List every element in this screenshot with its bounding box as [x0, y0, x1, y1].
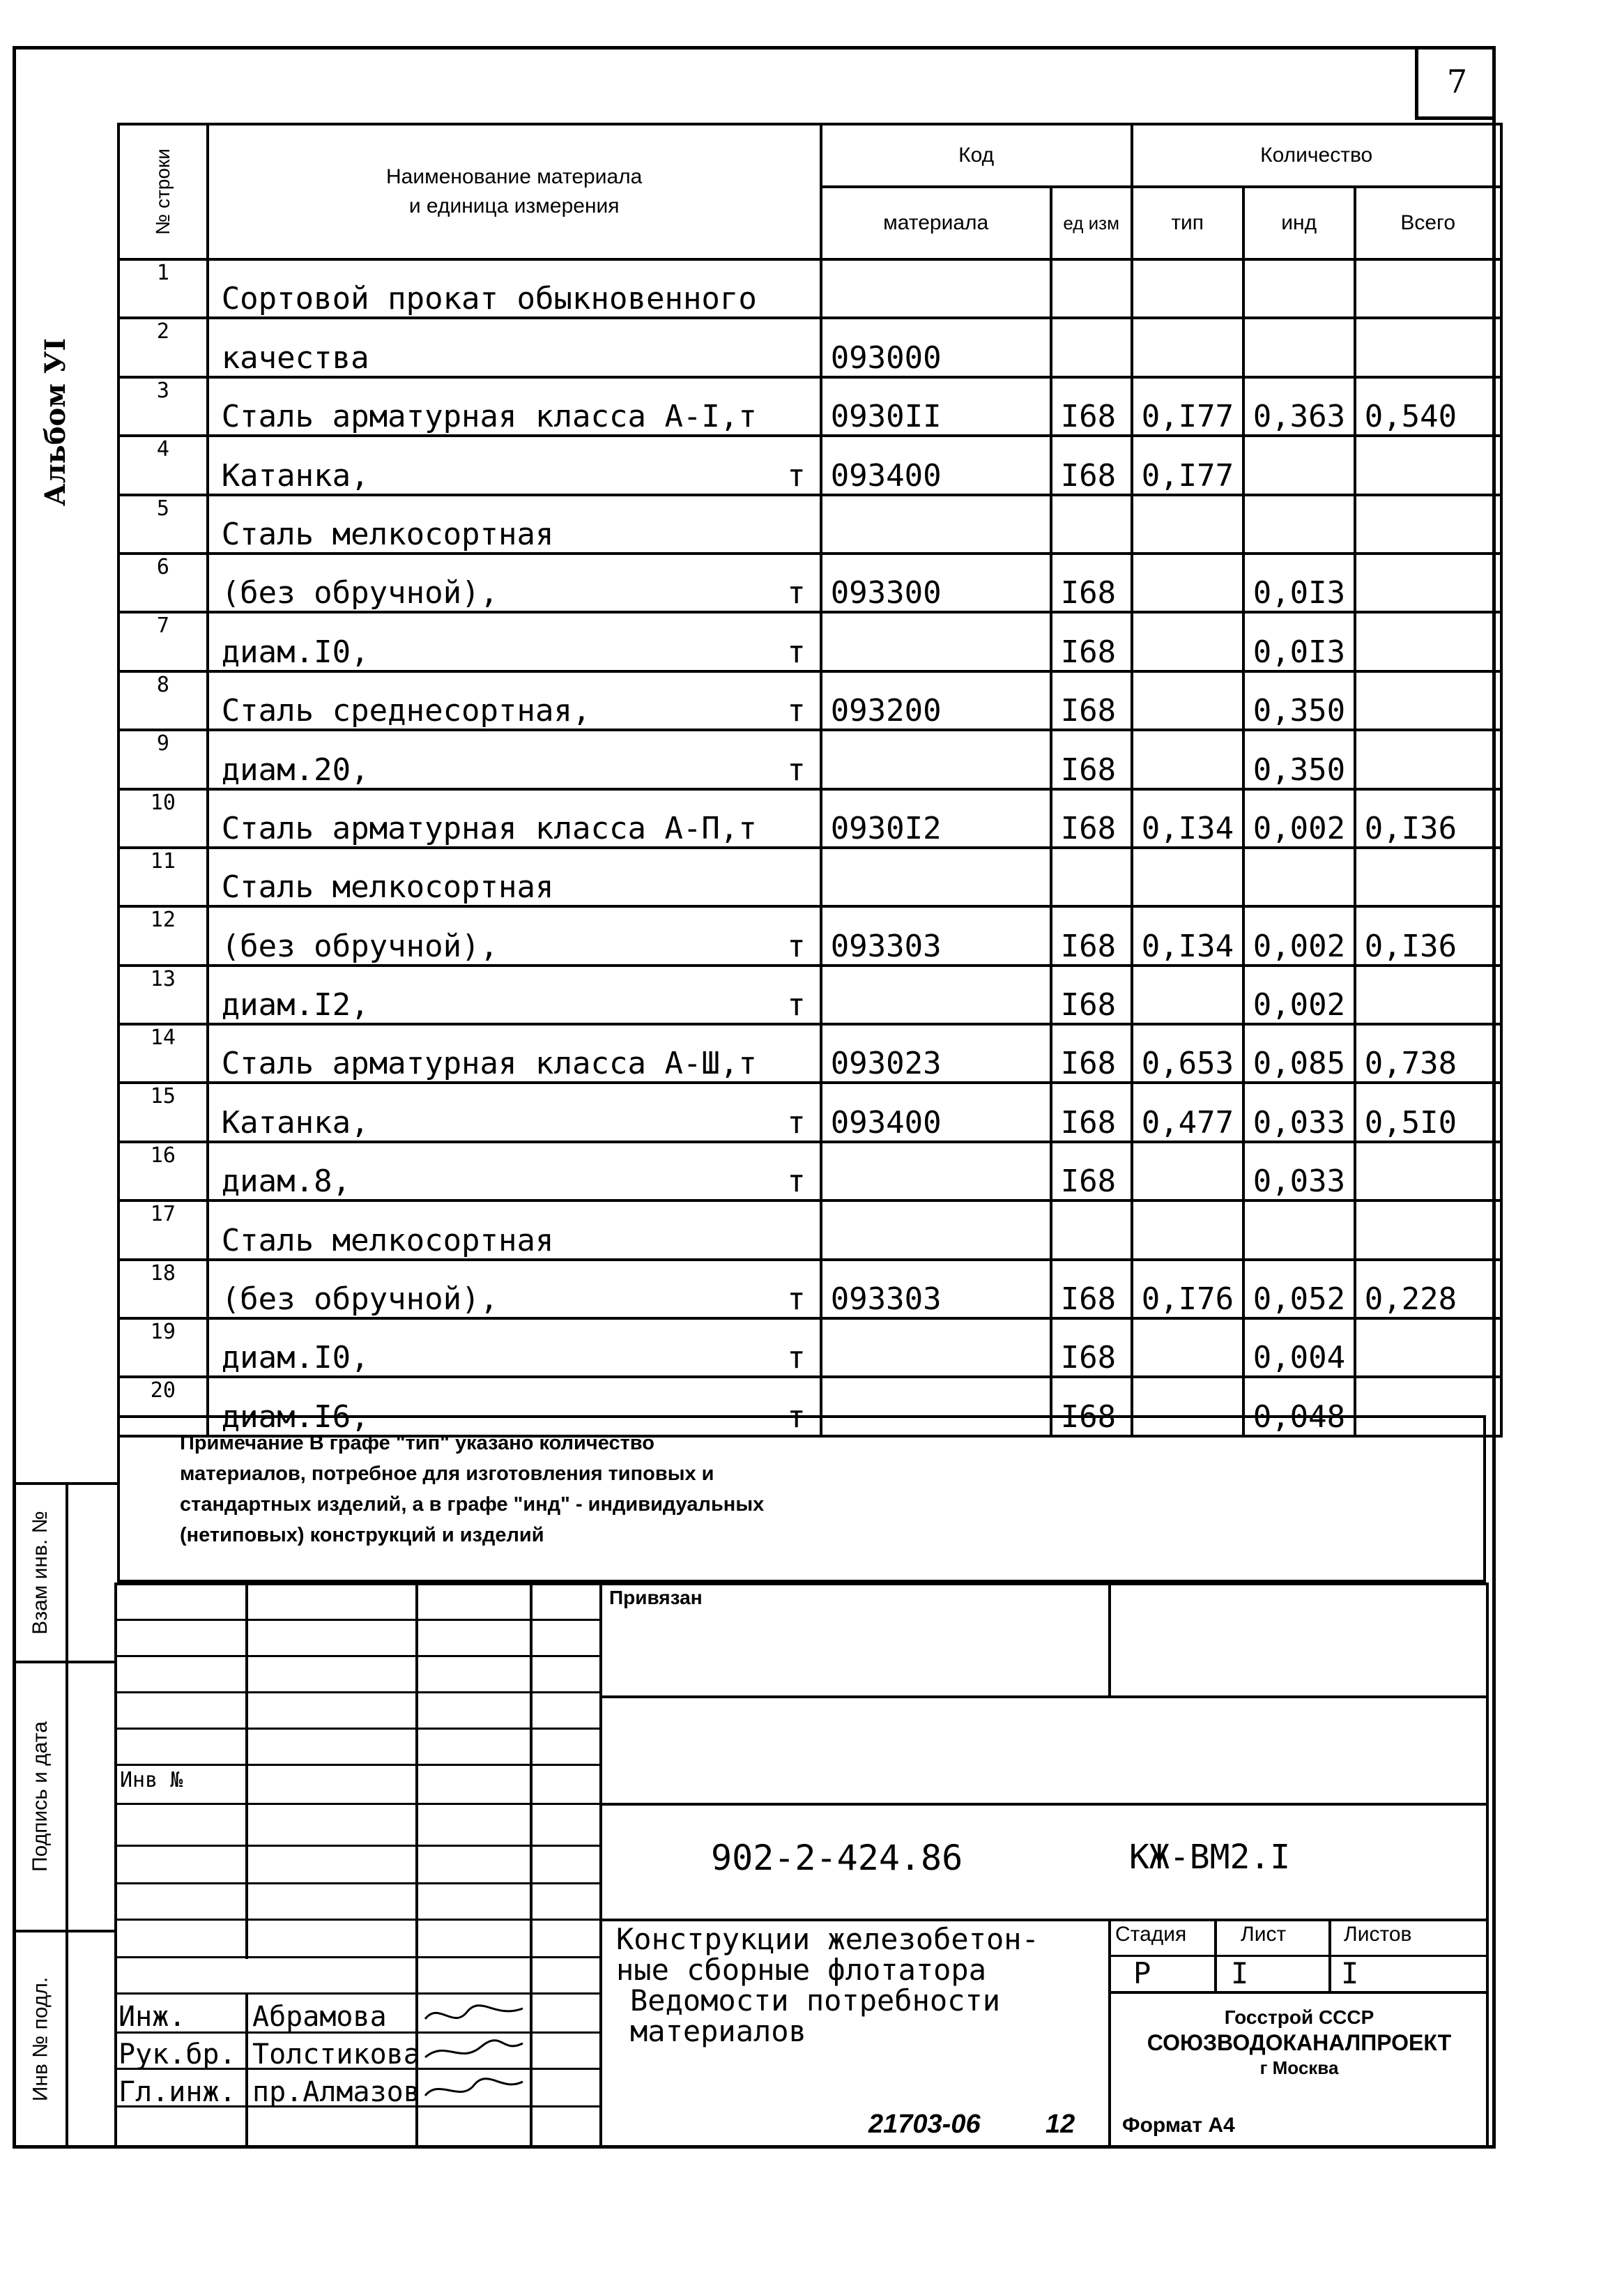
- material-name-text: диам.I0,: [221, 634, 369, 670]
- material-name: [208, 612, 821, 671]
- material-name: [208, 1024, 821, 1083]
- header-total: Всего: [1355, 187, 1501, 259]
- qty-total: [1355, 436, 1501, 494]
- header-material-code: материала: [821, 187, 1051, 259]
- qty-typ: 0,477: [1132, 1083, 1243, 1141]
- qty-total: [1355, 495, 1501, 554]
- material-code: [821, 259, 1051, 318]
- qty-typ: [1132, 966, 1243, 1024]
- header-quantity: Количество: [1132, 124, 1501, 187]
- table-row: [118, 318, 1501, 376]
- row-number: 20: [118, 1377, 208, 1435]
- material-name-text: Сталь мелкосортная: [221, 516, 554, 552]
- qty-total: [1355, 554, 1501, 612]
- material-unit: т: [787, 987, 806, 1023]
- row-number: 7: [118, 612, 208, 671]
- header-typ: тип: [1132, 187, 1243, 259]
- row-number: 15: [118, 1083, 208, 1141]
- unit-code: I68: [1051, 966, 1132, 1024]
- document-title: Конструкции железобетон- ные сборные флотатора Ведомости потребности материалов: [616, 1922, 1039, 2048]
- material-unit: т: [787, 634, 806, 670]
- material-unit: т: [787, 1281, 806, 1318]
- unit-code: I68: [1051, 554, 1132, 612]
- table-row: [118, 436, 1501, 494]
- unit-code: [1051, 495, 1132, 554]
- header-material-name: Наименование материала и единица измерения: [208, 124, 821, 259]
- materials-table: [117, 123, 1503, 1438]
- material-code: [821, 1200, 1051, 1259]
- unit-code: I68: [1051, 1260, 1132, 1318]
- qty-ind: 0,350: [1243, 671, 1355, 730]
- qty-ind: [1243, 1200, 1355, 1259]
- material-code: [821, 730, 1051, 788]
- material-unit: т: [787, 693, 806, 729]
- unit-code: I68: [1051, 1083, 1132, 1141]
- material-name-text: Сталь мелкосортная: [221, 869, 554, 906]
- material-name-text: (без обручной),: [221, 575, 499, 611]
- qty-typ: 0,I34: [1132, 906, 1243, 965]
- material-name: [208, 906, 821, 965]
- material-unit: т: [787, 752, 806, 788]
- material-name-text: (без обручной),: [221, 1281, 499, 1318]
- table-row: [118, 966, 1501, 1024]
- qty-total: [1355, 730, 1501, 788]
- row-number: 10: [118, 789, 208, 848]
- unit-code: [1051, 259, 1132, 318]
- qty-typ: [1132, 495, 1243, 554]
- material-name: [208, 848, 821, 906]
- qty-typ: [1132, 730, 1243, 788]
- table-row: [118, 259, 1501, 318]
- qty-ind: [1243, 495, 1355, 554]
- material-code: [821, 495, 1051, 554]
- qty-typ: [1132, 554, 1243, 612]
- qty-total: 0,228: [1355, 1260, 1501, 1318]
- qty-total: [1355, 848, 1501, 906]
- side-label-replace-inv: Взам инв. №: [29, 1511, 52, 1635]
- material-name-text: Сталь мелкосортная: [221, 1222, 554, 1258]
- row-number: 19: [118, 1318, 208, 1377]
- people-names: Абрамова Толстикова пр.Алмазов: [252, 2001, 420, 2108]
- row-number: 5: [118, 495, 208, 554]
- qty-total: [1355, 318, 1501, 376]
- material-name: [208, 1200, 821, 1259]
- material-name: [208, 789, 821, 848]
- qty-ind: [1243, 318, 1355, 376]
- qty-typ: 0,I77: [1132, 436, 1243, 494]
- stage-label: Стадия: [1115, 1923, 1187, 1946]
- signatures: [418, 1998, 530, 2110]
- row-number: 14: [118, 1024, 208, 1083]
- table-row: [118, 730, 1501, 788]
- qty-total: [1355, 966, 1501, 1024]
- qty-ind: [1243, 848, 1355, 906]
- material-name: [208, 377, 821, 436]
- material-code: [821, 612, 1051, 671]
- row-number: 4: [118, 436, 208, 494]
- unit-code: [1051, 848, 1132, 906]
- qty-ind: 0,033: [1243, 1142, 1355, 1200]
- people-roles: Инж. Рук.бр. Гл.инж.: [118, 2001, 236, 2108]
- row-number: 3: [118, 377, 208, 436]
- material-code: 093400: [821, 1083, 1051, 1141]
- row-number: 11: [118, 848, 208, 906]
- unit-code: I68: [1051, 1318, 1132, 1377]
- header-row-number: № строки: [118, 124, 208, 259]
- table-row: [118, 377, 1501, 436]
- material-name-text: Катанка,: [221, 457, 369, 494]
- material-name-text: диам.I6,: [221, 1398, 369, 1435]
- material-unit: т: [787, 457, 806, 494]
- material-name: [208, 259, 821, 318]
- qty-ind: 0,350: [1243, 730, 1355, 788]
- material-name: [208, 1318, 821, 1377]
- unit-code: I68: [1051, 1142, 1132, 1200]
- qty-typ: [1132, 671, 1243, 730]
- linked-label: Привязан: [609, 1587, 703, 1608]
- table-row: [118, 789, 1501, 848]
- material-code: 093000: [821, 318, 1051, 376]
- material-name-text: диам.8,: [221, 1164, 351, 1200]
- material-name-text: Сортовой прокат обыкновенного: [221, 281, 757, 317]
- table-row: [118, 554, 1501, 612]
- material-name-text: Сталь арматурная класса А-I,т: [221, 399, 757, 435]
- material-name: [208, 495, 821, 554]
- row-number: 18: [118, 1260, 208, 1318]
- row-number: 9: [118, 730, 208, 788]
- unit-code: I68: [1051, 1377, 1132, 1435]
- qty-ind: 0,002: [1243, 966, 1355, 1024]
- material-code: 093303: [821, 906, 1051, 965]
- qty-typ: 0,I77: [1132, 377, 1243, 436]
- qty-ind: 0,002: [1243, 789, 1355, 848]
- sheet-value: I: [1231, 1956, 1249, 1990]
- material-name-text: диам.I0,: [221, 1340, 369, 1376]
- unit-code: I68: [1051, 789, 1132, 848]
- row-number: 12: [118, 906, 208, 965]
- material-name: [208, 1142, 821, 1200]
- material-code: 093400: [821, 436, 1051, 494]
- material-unit: т: [787, 1398, 806, 1435]
- material-name-text: качества: [221, 340, 369, 376]
- material-name: [208, 1083, 821, 1141]
- sheets-value: I: [1341, 1956, 1359, 1990]
- material-code: [821, 1142, 1051, 1200]
- qty-typ: 0,653: [1132, 1024, 1243, 1083]
- qty-ind: [1243, 436, 1355, 494]
- unit-code: I68: [1051, 671, 1132, 730]
- qty-ind: 0,0I3: [1243, 554, 1355, 612]
- qty-total: [1355, 612, 1501, 671]
- side-label-inv-orig: Инв № подл.: [29, 1976, 52, 2102]
- side-label-signature-date: Подпись и дата: [29, 1721, 52, 1872]
- header-unit: ед изм: [1051, 187, 1132, 259]
- qty-total: 0,5I0: [1355, 1083, 1501, 1141]
- material-name: [208, 730, 821, 788]
- sheets-label: Листов: [1344, 1923, 1412, 1946]
- qty-typ: [1132, 612, 1243, 671]
- material-name: [208, 1260, 821, 1318]
- material-unit: т: [787, 1104, 806, 1141]
- material-code: 0930I2: [821, 789, 1051, 848]
- table-row: [118, 1260, 1501, 1318]
- material-name-text: Катанка,: [221, 1104, 369, 1141]
- header-code: Код: [821, 124, 1132, 187]
- album-label: Альбом УI: [39, 337, 72, 506]
- table-row: [118, 1318, 1501, 1377]
- unit-code: I68: [1051, 612, 1132, 671]
- material-name-text: Сталь среднесортная,: [221, 693, 591, 729]
- table-row: [118, 671, 1501, 730]
- material-name-text: диам.I2,: [221, 987, 369, 1023]
- qty-ind: 0,004: [1243, 1318, 1355, 1377]
- qty-total: [1355, 1200, 1501, 1259]
- material-code: [821, 848, 1051, 906]
- qty-ind: [1243, 259, 1355, 318]
- material-code: 0930II: [821, 377, 1051, 436]
- table-row: [118, 1200, 1501, 1259]
- material-code: [821, 966, 1051, 1024]
- qty-ind: 0,033: [1243, 1083, 1355, 1141]
- unit-code: I68: [1051, 436, 1132, 494]
- page-number: 7: [1415, 46, 1496, 120]
- row-number: 13: [118, 966, 208, 1024]
- qty-ind: 0,363: [1243, 377, 1355, 436]
- qty-total: [1355, 1318, 1501, 1377]
- qty-total: 0,738: [1355, 1024, 1501, 1083]
- qty-typ: 0,I76: [1132, 1260, 1243, 1318]
- qty-typ: [1132, 318, 1243, 376]
- qty-ind: 0,0I3: [1243, 612, 1355, 671]
- table-row: [118, 848, 1501, 906]
- qty-total: [1355, 671, 1501, 730]
- qty-total: 0,I36: [1355, 789, 1501, 848]
- note: Примечание В графе "тип" указано количество материалов, потребное для изготовления типовых и стандартных изделий, а в графе "инд" - индивидуальных (нетиповых) конструкций и изделий: [117, 1415, 1486, 1583]
- sheet-label: Лист: [1241, 1923, 1287, 1946]
- row-number: 1: [118, 259, 208, 318]
- material-name-text: (без обручной),: [221, 928, 499, 964]
- qty-total: 0,540: [1355, 377, 1501, 436]
- material-name: [208, 436, 821, 494]
- row-number: 16: [118, 1142, 208, 1200]
- material-code: [821, 1318, 1051, 1377]
- material-code: 093023: [821, 1024, 1051, 1083]
- table-row: [118, 906, 1501, 965]
- qty-ind: 0,048: [1243, 1377, 1355, 1435]
- qty-typ: [1132, 259, 1243, 318]
- qty-typ: [1132, 1318, 1243, 1377]
- row-number: 8: [118, 671, 208, 730]
- material-name-text: Сталь арматурная класса А-П,т: [221, 810, 757, 846]
- qty-ind: 0,002: [1243, 906, 1355, 965]
- organization: Госстрой СССР СОЮЗВОДОКАНАЛПРОЕКТ г Москва: [1147, 2006, 1452, 2078]
- qty-typ: 0,I34: [1132, 789, 1243, 848]
- material-name-text: диам.20,: [221, 752, 369, 788]
- table-row: [118, 1024, 1501, 1083]
- unit-code: I68: [1051, 1024, 1132, 1083]
- inv-label: Инв №: [120, 1768, 183, 1792]
- header-ind: инд: [1243, 187, 1355, 259]
- unit-code: [1051, 1200, 1132, 1259]
- material-unit: т: [787, 1164, 806, 1200]
- qty-total: [1355, 1142, 1501, 1200]
- table-row: [118, 495, 1501, 554]
- unit-code: I68: [1051, 906, 1132, 965]
- material-unit: т: [787, 1340, 806, 1376]
- document-number: 902-2-424.86: [711, 1838, 963, 1878]
- material-name: [208, 966, 821, 1024]
- material-code: 093200: [821, 671, 1051, 730]
- qty-typ: [1132, 1142, 1243, 1200]
- material-code: 093300: [821, 554, 1051, 612]
- qty-ind: 0,085: [1243, 1024, 1355, 1083]
- row-number: 6: [118, 554, 208, 612]
- qty-typ: [1132, 1200, 1243, 1259]
- unit-code: [1051, 318, 1132, 376]
- material-unit: т: [787, 928, 806, 964]
- table-row: [118, 1142, 1501, 1200]
- material-name: [208, 318, 821, 376]
- material-unit: т: [787, 575, 806, 611]
- material-name: [208, 554, 821, 612]
- unit-code: I68: [1051, 377, 1132, 436]
- table-row: [118, 1083, 1501, 1141]
- material-name-text: Сталь арматурная класса А-Ш,т: [221, 1046, 757, 1082]
- paper-format: Формат А4: [1122, 2114, 1235, 2137]
- qty-typ: [1132, 848, 1243, 906]
- qty-total: [1355, 259, 1501, 318]
- row-number: 17: [118, 1200, 208, 1259]
- material-name: [208, 671, 821, 730]
- archive-number: 21703-06: [868, 2110, 981, 2139]
- stage-value: Р: [1133, 1956, 1151, 1990]
- unit-code: I68: [1051, 730, 1132, 788]
- material-code: 093303: [821, 1260, 1051, 1318]
- archive-sheet: 12: [1045, 2110, 1075, 2139]
- row-number: 2: [118, 318, 208, 376]
- table-row: [118, 612, 1501, 671]
- qty-ind: 0,052: [1243, 1260, 1355, 1318]
- document-code: КЖ-ВМ2.I: [1129, 1838, 1291, 1877]
- qty-total: 0,I36: [1355, 906, 1501, 965]
